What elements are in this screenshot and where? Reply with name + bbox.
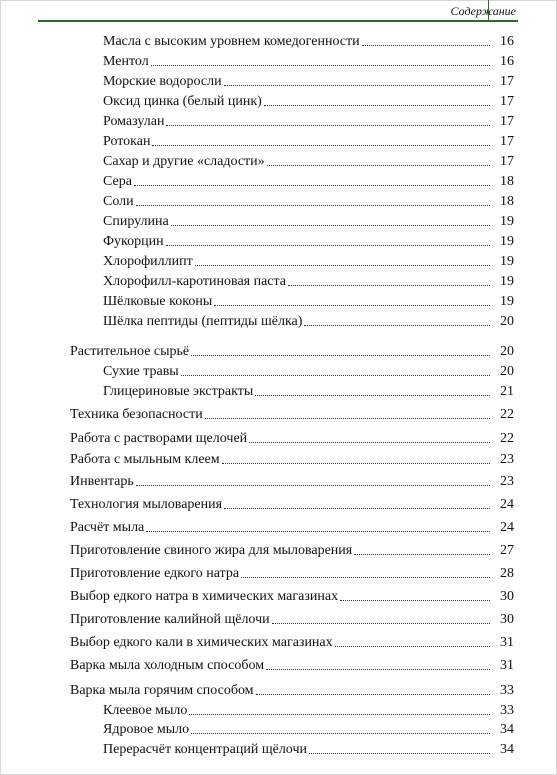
toc-entry-page-number: 19 — [500, 274, 514, 289]
toc-entry-title: Расчёт мыла — [70, 520, 145, 535]
toc-subsection-entry[interactable] — [103, 210, 514, 230]
toc-entry-title: Сера — [103, 174, 132, 189]
dot-leader — [241, 576, 490, 578]
toc-entry-title: Выбор едкого кали в химических магазинах — [70, 635, 333, 650]
toc-entry-title: Морские водоросли — [103, 74, 222, 89]
toc-entry-page-number: 16 — [500, 34, 514, 49]
dot-leader — [146, 530, 490, 532]
toc-entry-page-number: 20 — [500, 364, 514, 379]
dot-leader — [335, 645, 490, 647]
toc-entry-page-number: 30 — [500, 589, 514, 604]
toc-subsection-entry[interactable] — [103, 170, 514, 190]
toc-entry-title: Хлорофиллипт — [103, 254, 193, 269]
toc-entry-title: Клеевое мыло — [103, 703, 188, 718]
dot-leader — [136, 484, 490, 486]
toc-entry-page-number: 17 — [500, 154, 514, 169]
toc-subsection-entry[interactable] — [103, 190, 514, 210]
toc-entry-page-number: 23 — [500, 452, 514, 467]
toc-entry-title: Выбор едкого натра в химических магазинах — [70, 589, 339, 604]
toc-section-entry[interactable] — [70, 340, 514, 360]
toc-entry-title: Работа с растворами щелочей — [70, 431, 248, 446]
dot-leader — [191, 732, 490, 734]
toc-section-entry[interactable] — [70, 539, 514, 559]
toc-entry-title: Масла с высоким уровнем комедогенности — [103, 34, 360, 49]
dot-leader — [354, 553, 490, 555]
toc-subsection-entry[interactable] — [103, 380, 514, 400]
toc-entry-page-number: 27 — [500, 543, 514, 558]
toc-entry-page-number: 24 — [500, 497, 514, 512]
toc-entry-title: Ментол — [103, 54, 149, 69]
dot-leader — [224, 84, 490, 86]
header-rule — [38, 20, 518, 22]
toc-section-entry[interactable] — [70, 654, 514, 674]
toc-entry-page-number: 19 — [500, 294, 514, 309]
toc-entry-page-number: 17 — [500, 134, 514, 149]
dot-leader — [309, 752, 490, 754]
dot-leader — [255, 394, 490, 396]
toc-subsection-entry[interactable] — [103, 718, 514, 738]
dot-leader — [134, 184, 490, 186]
dot-leader — [304, 324, 490, 326]
toc-subsection-entry[interactable] — [103, 150, 514, 170]
toc-entry-page-number: 16 — [500, 54, 514, 69]
toc-entry-title: Шёлковые коконы — [103, 294, 213, 309]
dot-leader — [151, 64, 490, 66]
dot-leader — [205, 417, 490, 419]
dot-leader — [181, 374, 490, 376]
toc-subsection-entry[interactable] — [103, 250, 514, 270]
toc-entry-title: Ротокан — [103, 134, 151, 149]
toc-entry-page-number: 20 — [500, 344, 514, 359]
dot-leader — [256, 693, 490, 695]
toc-entry-page-number: 33 — [500, 703, 514, 718]
toc-section-entry[interactable] — [70, 493, 514, 513]
toc-entry-title: Сахар и другие «сладости» — [103, 154, 265, 169]
toc-entry-page-number: 19 — [500, 234, 514, 249]
toc-entry-page-number: 20 — [500, 314, 514, 329]
toc-subsection-entry[interactable] — [103, 290, 514, 310]
toc-section-entry[interactable] — [70, 470, 514, 490]
toc-entry-page-number: 18 — [500, 174, 514, 189]
toc-subsection-entry[interactable] — [103, 230, 514, 250]
toc-entry-page-number: 19 — [500, 254, 514, 269]
dot-leader — [166, 124, 490, 126]
toc-entry-page-number: 23 — [500, 474, 514, 489]
dot-leader — [264, 104, 490, 106]
toc-section-entry[interactable] — [70, 585, 514, 605]
toc-entry-title: Шёлка пептиды (пептиды шёлка) — [103, 314, 303, 329]
toc-subsection-entry[interactable] — [103, 270, 514, 290]
dot-leader — [214, 304, 490, 306]
dot-leader — [266, 668, 490, 670]
toc-entry-page-number: 24 — [500, 520, 514, 535]
toc-section-entry[interactable] — [70, 608, 514, 628]
toc-subsection-entry[interactable] — [103, 130, 514, 150]
toc-section-entry[interactable] — [70, 448, 514, 468]
toc-entry-title: Хлорофилл-каротиновая паста — [103, 274, 287, 289]
toc-entry-title: Техника безопасности — [70, 407, 203, 422]
dot-leader — [136, 204, 490, 206]
toc-entry-title: Варка мыла горячим способом — [70, 683, 254, 698]
toc-entry-page-number: 22 — [500, 431, 514, 446]
toc-subsection-entry[interactable] — [103, 50, 514, 70]
toc-entry-title: Сухие травы — [103, 364, 179, 379]
toc-subsection-entry[interactable] — [103, 310, 514, 330]
toc-subsection-entry[interactable] — [103, 30, 514, 50]
toc-entry-title: Приготовление едкого натра — [70, 566, 240, 581]
toc-entry-title: Фукорцин — [103, 234, 164, 249]
toc-section-entry[interactable] — [70, 427, 514, 447]
toc-subsection-entry[interactable] — [103, 699, 514, 719]
toc-entry-title: Ядровое мыло — [103, 722, 190, 737]
toc-section-entry[interactable] — [70, 403, 514, 423]
toc-entry-title: Варка мыла холодным способом — [70, 658, 265, 673]
toc-section-entry[interactable] — [70, 679, 514, 699]
toc-section-entry[interactable] — [70, 631, 514, 651]
toc-entry-page-number: 17 — [500, 114, 514, 129]
toc-entry-page-number: 19 — [500, 214, 514, 229]
toc-entry-page-number: 31 — [500, 658, 514, 673]
toc-subsection-entry[interactable] — [103, 738, 514, 758]
dot-leader — [222, 462, 490, 464]
dot-leader — [171, 224, 490, 226]
toc-entry-title: Соли — [103, 194, 134, 209]
toc-entry-page-number: 17 — [500, 74, 514, 89]
toc-entry-page-number: 21 — [500, 384, 514, 399]
toc-entry-title: Глицериновые экстракты — [103, 384, 254, 399]
toc-entry-title: Работа с мыльным клеем — [70, 452, 220, 467]
dot-leader — [195, 264, 490, 266]
toc-entry-page-number: 31 — [500, 635, 514, 650]
dot-leader — [224, 507, 490, 509]
toc-subsection-entry[interactable] — [103, 70, 514, 90]
toc-entry-title: Технология мыловарения — [70, 497, 223, 512]
dot-leader — [272, 622, 490, 624]
toc-subsection-entry[interactable] — [103, 90, 514, 110]
toc-subsection-entry[interactable] — [103, 360, 514, 380]
running-header-title: Содержание — [450, 4, 516, 18]
toc-section-entry[interactable] — [70, 516, 514, 536]
dot-leader — [249, 441, 490, 443]
dot-leader — [267, 164, 490, 166]
toc-entry-title: Спирулина — [103, 214, 169, 229]
dot-leader — [340, 599, 490, 601]
toc-entry-page-number: 28 — [500, 566, 514, 581]
dot-leader — [191, 354, 490, 356]
toc-entry-title: Приготовление калийной щёлочи — [70, 612, 270, 627]
dot-leader — [152, 144, 490, 146]
dot-leader — [362, 44, 490, 46]
toc-entry-page-number: 22 — [500, 407, 514, 422]
dot-leader — [166, 244, 490, 246]
toc-entry-title: Ромазулан — [103, 114, 165, 129]
toc-section-entry[interactable] — [70, 562, 514, 582]
toc-entry-title: Оксид цинка (белый цинк) — [103, 94, 262, 109]
toc-entry-title: Приготовление свиного жира для мыловарения — [70, 543, 353, 558]
dot-leader — [288, 284, 490, 286]
toc-entry-title: Перерасчёт концентраций щёлочи — [103, 742, 307, 757]
toc-entry-title: Растительное сырьё — [70, 344, 190, 359]
toc-entry-page-number: 34 — [500, 742, 514, 757]
toc-entry-page-number: 17 — [500, 94, 514, 109]
toc-subsection-entry[interactable] — [103, 110, 514, 130]
toc-entry-page-number: 30 — [500, 612, 514, 627]
toc-entry-page-number: 34 — [500, 722, 514, 737]
toc-entry-title: Инвентарь — [70, 474, 134, 489]
dot-leader — [189, 713, 490, 715]
toc-entry-page-number: 33 — [500, 683, 514, 698]
toc-entry-page-number: 18 — [500, 194, 514, 209]
